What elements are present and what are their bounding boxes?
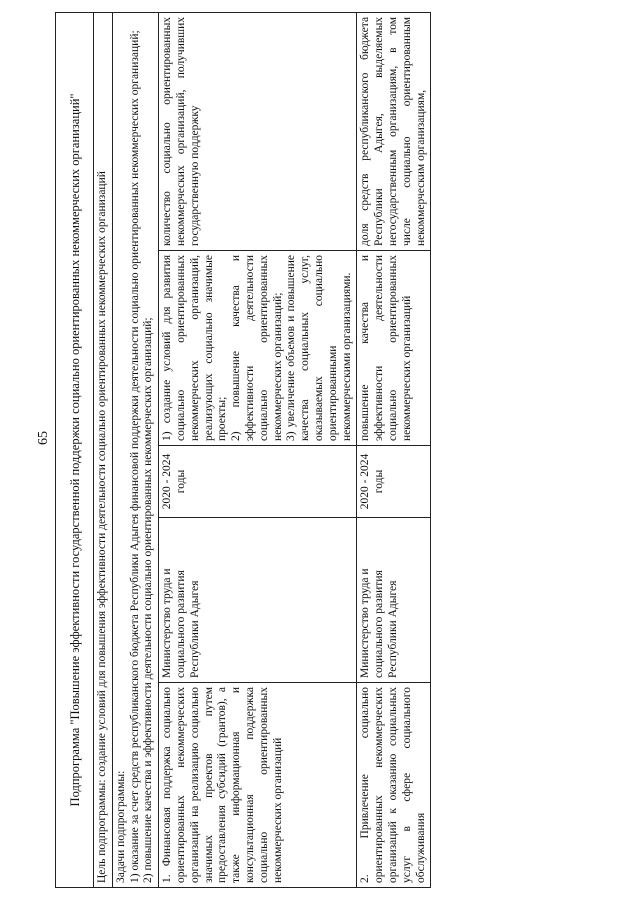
result-item: 2) повышение качества и эффективности деятельности социально ориентированных некоммерческих организаций;	[230, 255, 284, 441]
results-cell	[357, 251, 431, 446]
measure-cell: 2. Привлечение социально ориентированных некоммерческих организаций к оказанию социальных услуг в сфере социального обслуживания	[357, 683, 431, 888]
indicator-cell: доля средств республиканского бюджета Республики Адыгея, выделяемых негосударственным организациям, в том числе социально ориентированным некоммерческим организациям,	[357, 12, 431, 250]
table-row	[357, 12, 431, 887]
period-cell: 2020 - 2024 годы	[357, 446, 431, 518]
indicator-cell: количество социально ориентированных некоммерческих организаций, получивших государственную поддержку	[159, 12, 357, 250]
subprogram-title: Подпрограмма "Повышение эффективности государственной поддержки социально ориентированных некоммерческих организаций"	[56, 12, 94, 887]
measure-cell: 1. Финансовая поддержка социально ориентированных некоммерческих организаций на реализацию социально значимых проектов путем предоставления субсидий (грантов), а также информационная и консультационная поддержка социально ориентированных некоммерческих организаций	[159, 683, 357, 888]
executor-cell: Министерство труда и социального развития Республики Адыгея	[159, 518, 357, 683]
subprogram-goal: Цель подпрограммы: создание условий для повышения эффективности деятельности социально ориентированных некоммерческих организаций	[94, 12, 113, 887]
executor-cell: Министерство труда и социального развития Республики Адыгея	[357, 518, 431, 683]
page-number: 65	[36, 431, 51, 445]
subprogram-table	[55, 12, 431, 888]
period-cell: 2020 - 2024 годы	[159, 446, 357, 518]
task-item: 1) оказание за счет средств республиканского бюджета Республики Адыгея финансовой поддержки деятельности социально ориентированных некоммерческих организаций;	[128, 30, 141, 883]
task-item: 2) повышение качества и эффективности деятельности социально ориентированных некоммерческих организаций;	[142, 317, 155, 883]
table-row	[159, 12, 357, 887]
subprogram-tasks	[112, 12, 158, 887]
result-item: 3) увеличение объемов и повышение качества социальных услуг, оказываемых социально ориентированными некоммерческими организациями.	[285, 255, 353, 441]
results-cell	[159, 251, 357, 446]
result-item: повышение качества и эффективности деятельности социально ориентированных некоммерческих организаций	[359, 255, 413, 441]
result-item: 1) создание условий для развития социально ориентированных некоммерческих организаций, реализующих социально значимые проекты;	[161, 255, 229, 441]
rotated-document	[55, 13, 575, 888]
tasks-heading: Задачи подпрограммы:	[114, 770, 127, 883]
